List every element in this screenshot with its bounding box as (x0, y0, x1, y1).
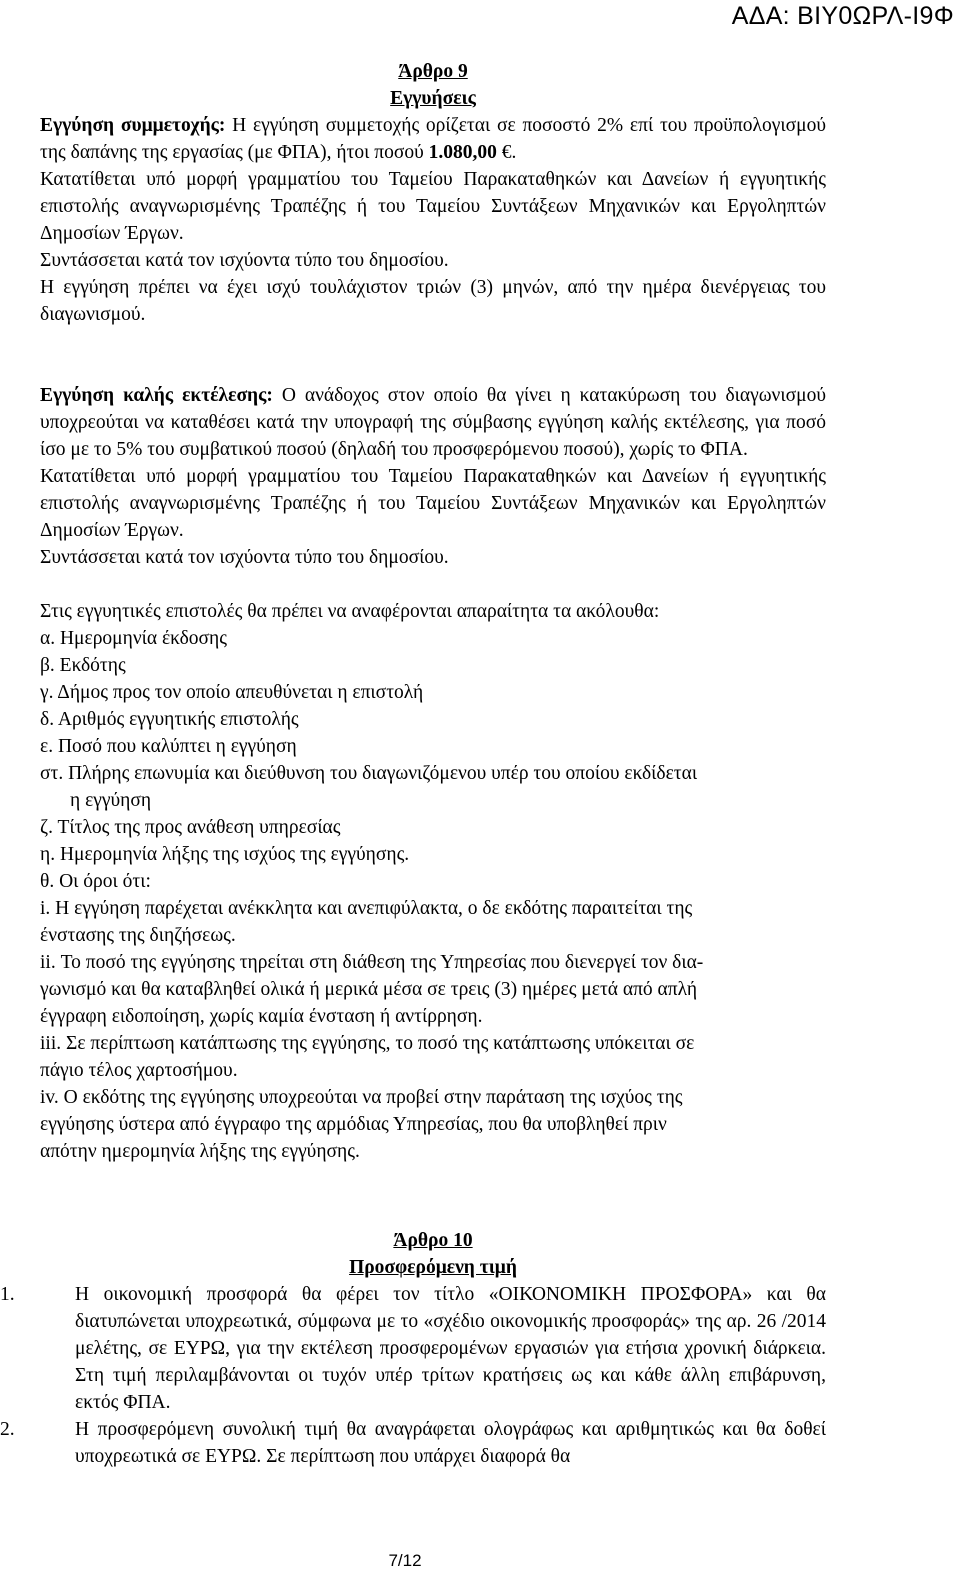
list-item-e: ε. Ποσό που καλύπτει η εγγύηση (40, 736, 297, 757)
participation-guarantee-label: Εγγύηση συμμετοχής: (40, 115, 226, 136)
participation-guarantee-text: Η εγγύηση συμμετοχής ορίζεται σε ποσοστό 2% επί του προϋπολογισμού της δαπάνης της εργασίας (με ΦΠΑ), ήτοι ποσού (40, 115, 826, 163)
ada-code: ΑΔΑ: ΒΙΥ0ΩΡΛ-Ι9Φ (731, 2, 954, 30)
participation-guarantee-end: €. (496, 142, 517, 163)
list-item-st: στ. Πλήρης επωνυμία και διεύθυνση του διαγωνιζόμενου υπέρ του οποίου εκδίδεται (40, 763, 698, 784)
participation-guarantee-amount: 1.080,00 (428, 142, 497, 163)
article-9-title: Άρθρο 9 (398, 61, 468, 82)
article-9-subtitle: Εγγυήσεις (390, 88, 476, 109)
term-iv-line-2: εγγύησης ύστερα από έγγραφο της αρμόδιας Υπηρεσίας, που θα υποβληθεί πριν (40, 1114, 667, 1135)
validity-paragraph: Η εγγύηση πρέπει να έχει ισχύ τουλάχιστον τριών (3) μηνών, από την ημέρα διενέργειας του διαγωνισμού. (40, 277, 826, 325)
price-item-2-text: Η προσφερόμενη συνολική τιμή θα αναγράφεται ολογράφως και αριθμητικώς και θα δοθεί υποχρεωτικά σε ΕΥΡΩ. Σε περίπτωση που υπάρχει διαφορά θα (75, 1419, 826, 1467)
list-item-z: ζ. Τίτλος της προς ανάθεση υπηρεσίας (40, 817, 341, 838)
term-iii-line-1: iii. Σε περίπτωση κατάπτωσης της εγγύησης, το ποσό της κατάπτωσης υπόκειται σε (40, 1033, 695, 1054)
term-iv-line-1: iv. Ο εκδότης της εγγύησης υποχρεούται να προβεί στην παράταση της ισχύος της (40, 1087, 683, 1108)
price-item-1-text: Η οικονομική προσφορά θα φέρει τον τίτλο «ΟΙΚΟΝΟΜΙΚΗ ΠΡΟΣΦΟΡΑ» και θα διατυπώνεται υποχρεωτικά, σύμφωνα με το «σχέδιο οικονομικής προσφοράς» της αρ. 26 /2014 μελέτης, σε ΕΥΡΩ, για την εκτέλεση προσφερομένων εργασιών για ετήσια χρονική διάρκεια. Στη τιμή περιλαμβάνονται οι τυχόν υπέρ τρίτων κρατήσεις ως και κάθε άλλη επιβάρυνση, εκτός ΦΠΑ. (75, 1284, 826, 1413)
term-ii-line-3: έγγραφη ειδοποίηση, χωρίς καμία ένσταση ή αντίρρηση. (40, 1006, 483, 1027)
term-ii-line-2: γωνισμό και θα καταβληθεί ολικά ή μερικά μέσα σε τρεις (3) ημέρες μετά από απλή (40, 979, 698, 1000)
price-item-1 (0, 1281, 826, 1416)
price-item-1-number: 1. (0, 1284, 15, 1305)
performance-guarantee-text: Ο ανάδοχος στον οποίο θα γίνει η κατακύρωση του διαγωνισμού υποχρεούται να καταθέσει κατά την υπογραφή της σύμβασης εγγύηση καλής εκτέλεσης, για ποσό ίσο με το 5% του συμβατικού ποσού (δηλαδή του προσφερόμενου ποσού), χωρίς το ΦΠΑ. (40, 385, 826, 460)
term-ii-line-1: ii. Το ποσό της εγγύησης τηρείται στη διάθεση της Υπηρεσίας που διενεργεί τον δια- (40, 952, 704, 973)
price-item-2 (0, 1416, 826, 1470)
list-item-b: β. Εκδότης (40, 655, 126, 676)
list-item-th: θ. Οι όροι ότι: (40, 871, 151, 892)
performance-guarantee-paragraph (40, 382, 826, 463)
letters-intro: Στις εγγυητικές επιστολές θα πρέπει να αναφέρονται απαραίτητα τα ακόλουθα: (40, 601, 660, 622)
document-body (0, 58, 826, 1470)
term-iv-line-3: απότην ημερομηνία λήξης της εγγύησης. (40, 1141, 360, 1162)
term-i-line-2: ένστασης της διηζήσεως. (40, 925, 236, 946)
page-number: 7/12 (388, 1551, 422, 1570)
form-paragraph-1: Συντάσσεται κατά τον ισχύοντα τύπο του δημοσίου. (40, 250, 449, 271)
list-item-st-continuation: η εγγύηση (70, 790, 152, 811)
performance-guarantee-label: Εγγύηση καλής εκτέλεσης: (40, 385, 273, 406)
term-iii-line-2: πάγιο τέλος χαρτοσήμου. (40, 1060, 238, 1081)
article-10-subtitle: Προσφερόμενη τιμή (349, 1257, 517, 1278)
article-10-title: Άρθρο 10 (393, 1230, 473, 1251)
list-item-h: η. Ημερομηνία λήξης της ισχύος της εγγύησης. (40, 844, 410, 865)
deposit-paragraph-1: Κατατίθεται υπό μορφή γραμματίου του Ταμείου Παρακαταθηκών και Δανείων ή εγγυητικής επιστολής αναγνωρισμένης Τραπέζης ή του Ταμείου Συντάξεων Μηχανικών και Εργοληπτών Δημοσίων Έργων. (40, 169, 826, 244)
deposit-paragraph-2: Κατατίθεται υπό μορφή γραμματίου του Ταμείου Παρακαταθηκών και Δανείων ή εγγυητικής επιστολής αναγνωρισμένης Τραπέζης ή του Ταμείου Συντάξεων Μηχανικών και Εργοληπτών Δημοσίων Έργων. (40, 466, 826, 541)
list-item-a: α. Ημερομηνία έκδοσης (40, 628, 227, 649)
participation-guarantee-paragraph (40, 112, 826, 166)
price-item-2-number: 2. (0, 1419, 15, 1440)
form-paragraph-2: Συντάσσεται κατά τον ισχύοντα τύπο του δημοσίου. (40, 547, 449, 568)
term-i-line-1: i. Η εγγύηση παρέχεται ανέκκλητα και ανεπιφύλακτα, ο δε εκδότης παραιτείται της (40, 898, 693, 919)
list-item-d: δ. Αριθμός εγγυητικής επιστολής (40, 709, 299, 730)
list-item-c: γ. Δήμος προς τον οποίο απευθύνεται η επιστολή (40, 682, 424, 703)
